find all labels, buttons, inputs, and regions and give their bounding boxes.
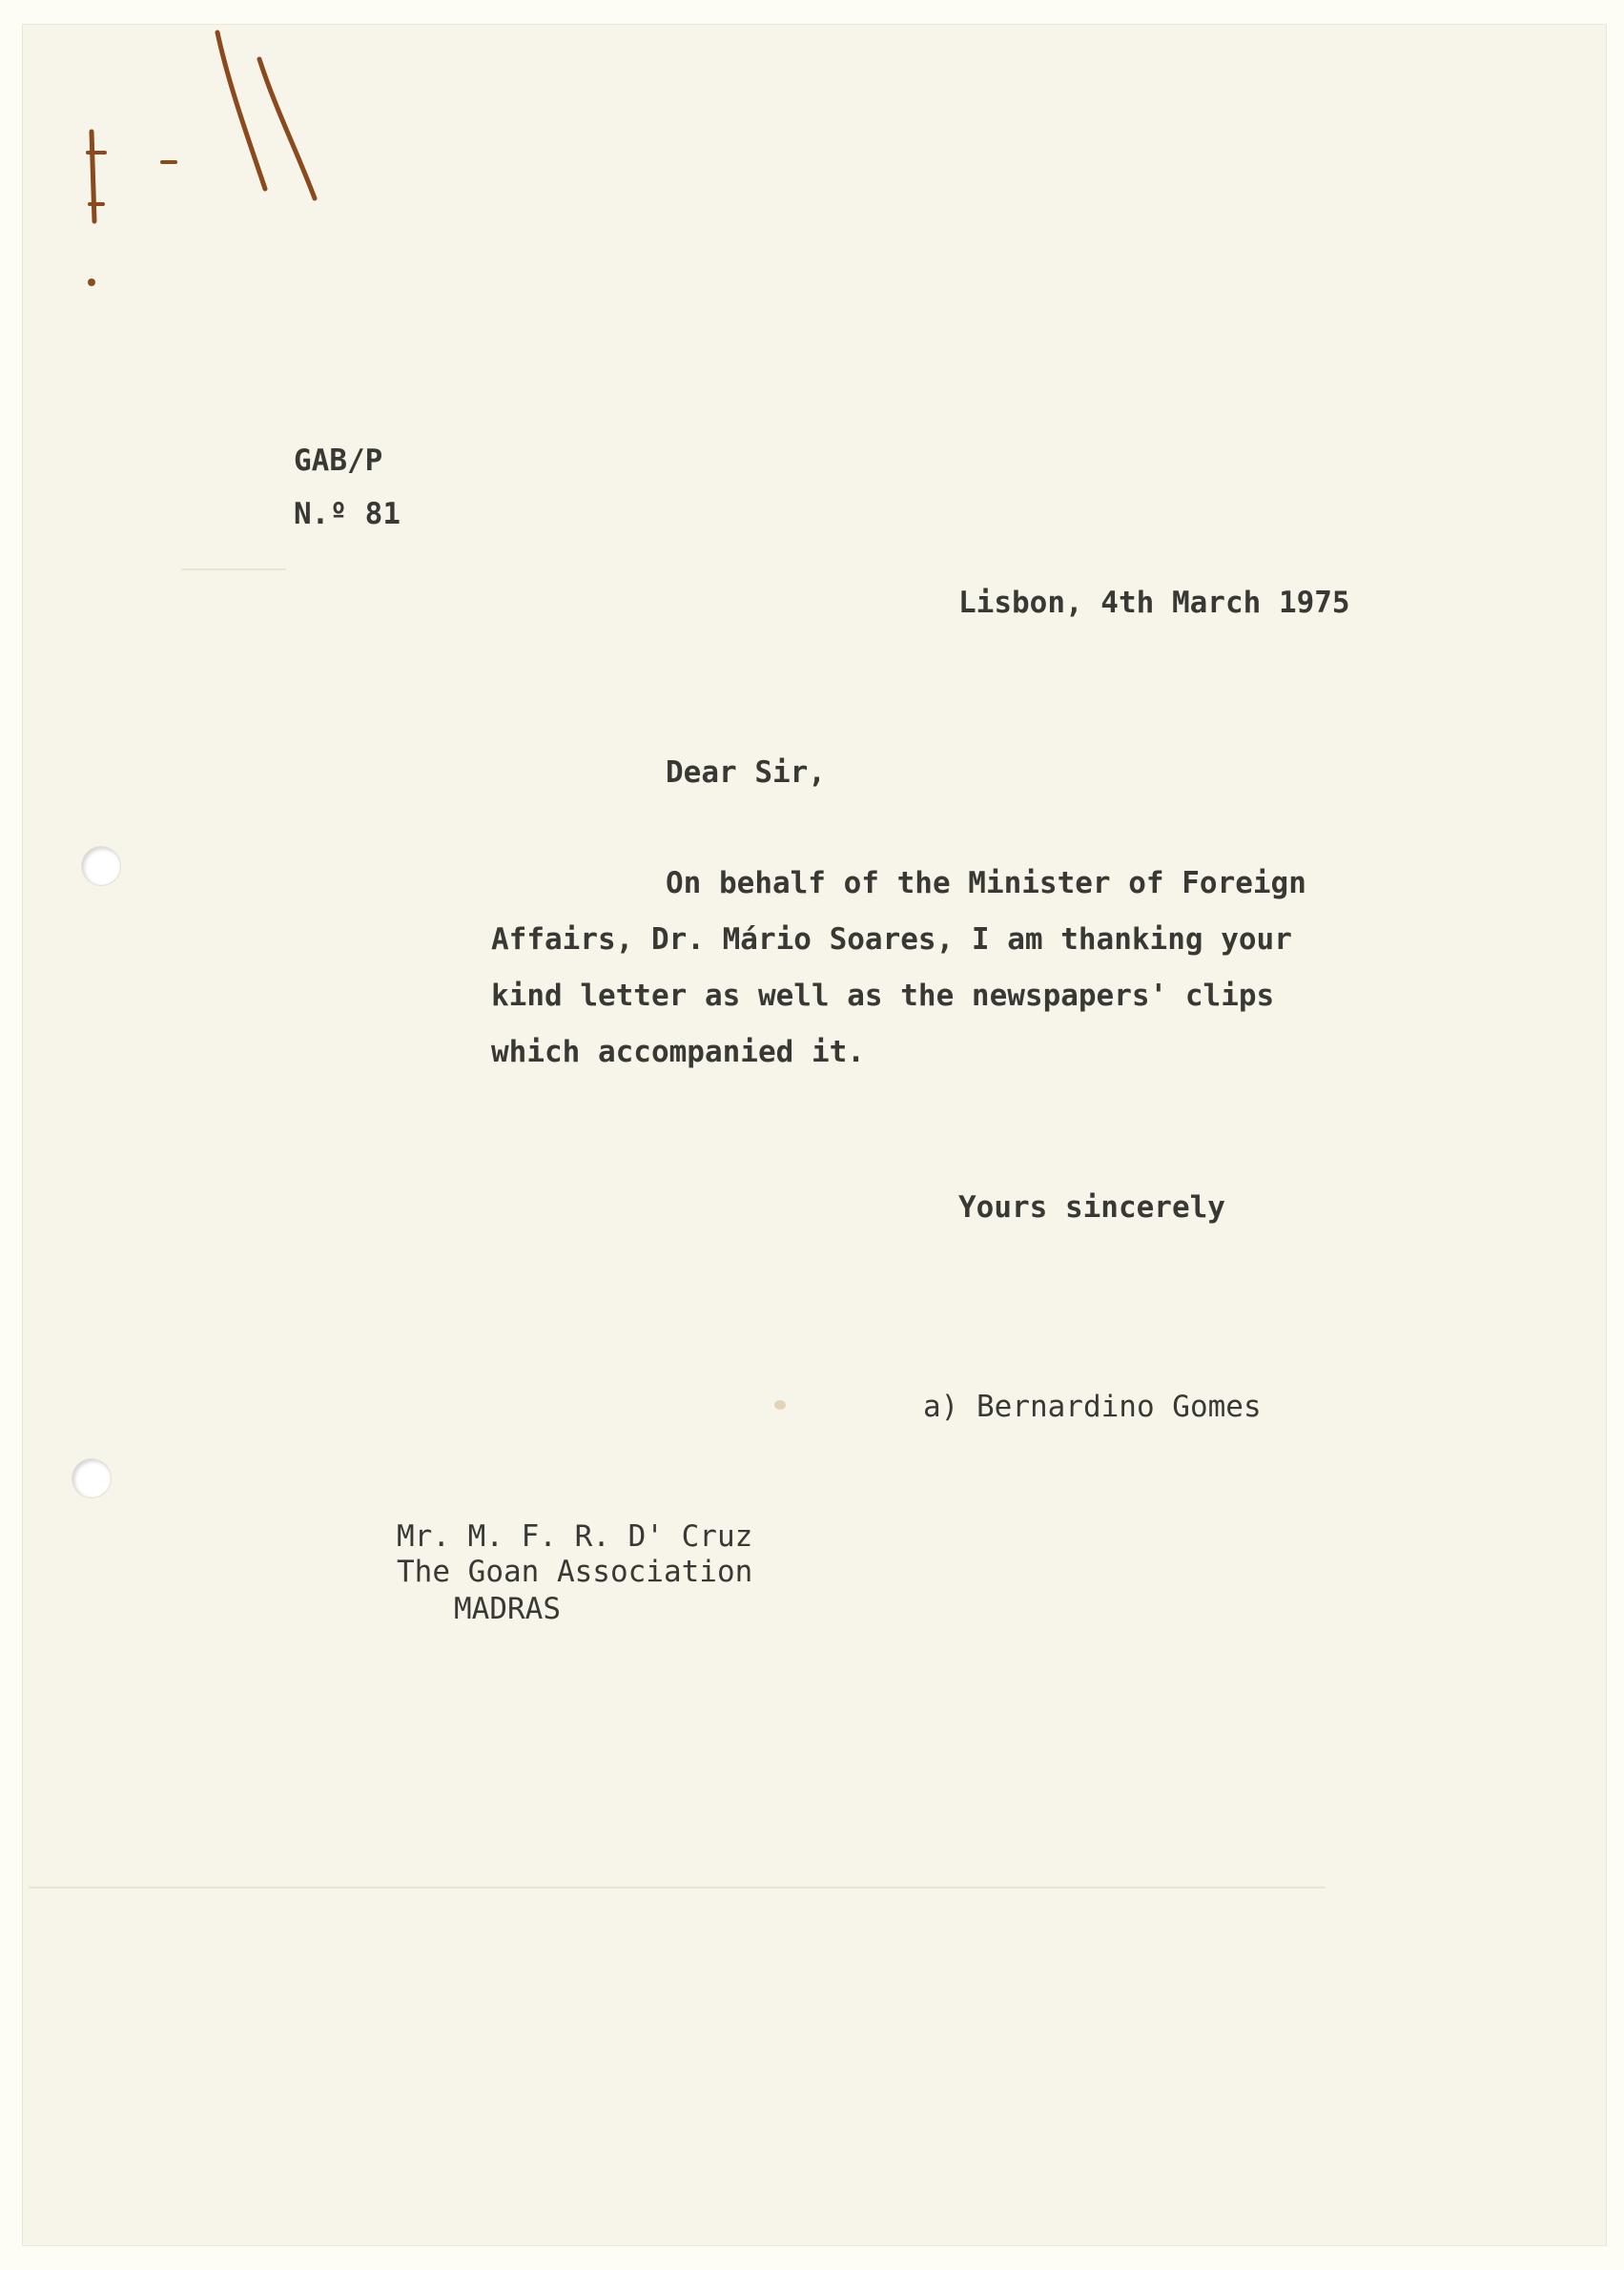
addressee-organization: The Goan Association [397,1555,753,1589]
punch-hole-lower [72,1459,111,1497]
letter-date: Lisbon, 4th March 1975 [958,586,1350,620]
letter-sheet [23,25,1606,2245]
fold-line [29,1887,1326,1888]
reference-number: N.º 81 [294,497,401,531]
addressee-city: MADRAS [454,1592,561,1626]
body-line: which accompanied it. [491,1035,865,1069]
body-line: On behalf of the Minister of Foreign [666,866,1306,900]
reference-code: GAB/P [294,444,383,478]
punch-hole-upper [82,847,120,885]
salutation: Dear Sir, [666,755,826,790]
fold-line [181,568,286,570]
closing: Yours sincerely [958,1190,1225,1225]
body-line: Affairs, Dr. Mário Soares, I am thanking your [491,922,1292,957]
paper-stain [774,1400,786,1410]
handwritten-file-mark [0,0,401,315]
addressee-name: Mr. M. F. R. D' Cruz [397,1519,753,1554]
body-line: kind letter as well as the newspapers' clips [491,979,1275,1013]
signature: a) Bernardino Gomes [923,1390,1262,1424]
